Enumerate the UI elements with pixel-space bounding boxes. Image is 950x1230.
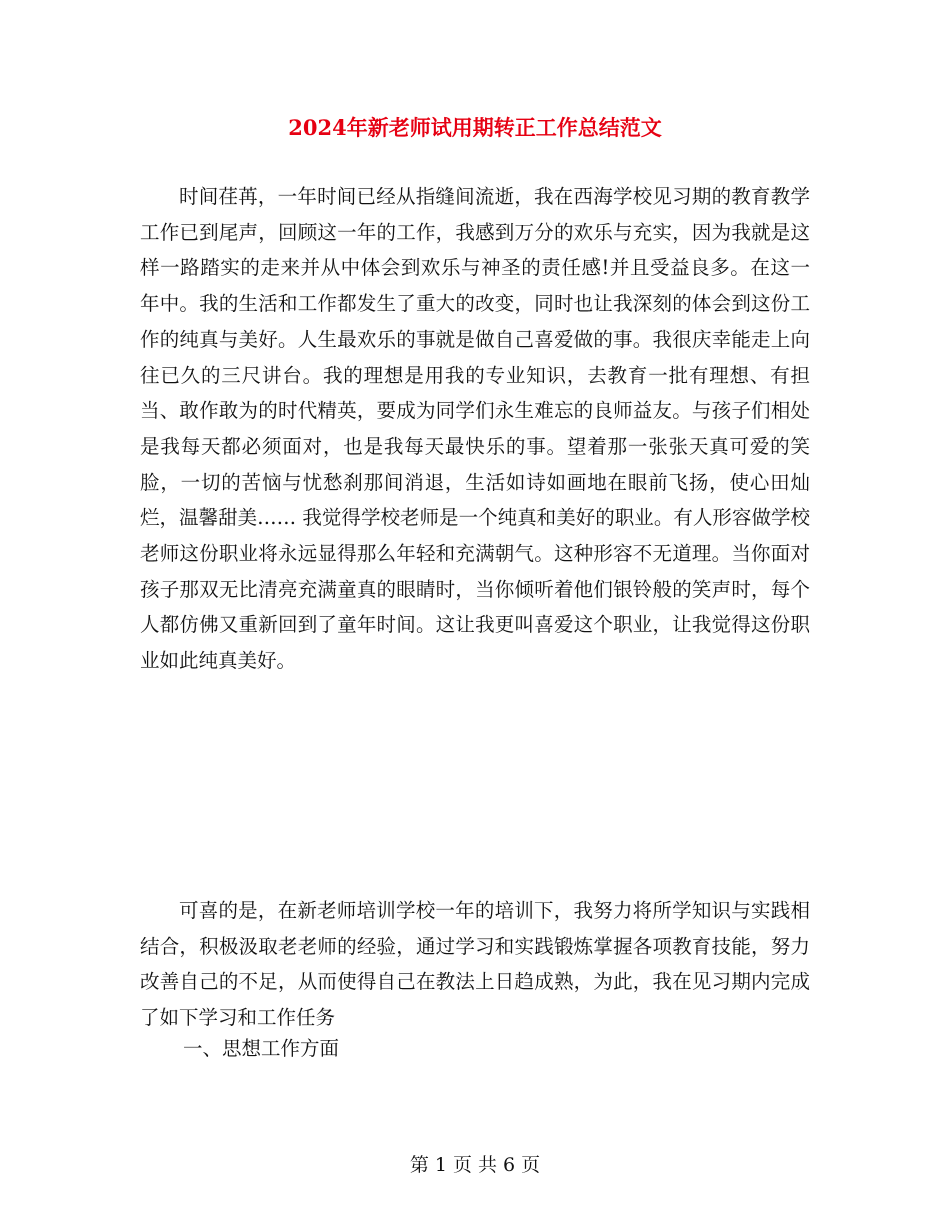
body-paragraph-2: 可喜的是，在新老师培训学校一年的培训下，我努力将所学知识与实践相结合，积极汲取老老师的经验，通过学习和实践锻炼掌握各项教育技能，努力改善自己的不足，从而使得自己在教法上日趋成熟，为此，我在见习期内完成了如下学习和工作任务 <box>140 899 810 1030</box>
page-number-footer: 第 1 页 共 6 页 <box>409 1154 541 1176</box>
document-title: 2024年新老师试用期转正工作总结范文 <box>288 115 662 140</box>
section-heading: 一、思想工作方面 <box>183 1037 340 1060</box>
body-paragraph-1: 时间荏苒，一年时间已经从指缝间流逝，我在西海学校见习期的教育教学工作已到尾声，回顾这一年的工作，我感到万分的欢乐与充实，因为我就是这样一路踏实的走来并从中体会到欢乐与神圣的责任感!并且受益良多。在这一年中。我的生活和工作都发生了重大的改变，同时也让我深刻的体会到这份工作的纯真与美好。人生最欢乐的事就是做自己喜爱做的事。我很庆幸能走上向往已久的三尺讲台。我的理想是用我的专业知识，去教育一批有理想、有担当、敢作敢为的时代精英，要成为同学们永生难忘的良师益友。与孩子们相处是我每天都必须面对，也是我每天最快乐的事。望着那一张张天真可爱的笑脸，一切的苦恼与忧愁刹那间消退，生活如诗如画地在眼前飞扬，使心田灿烂，温馨甜美…… 我觉得学校老师是一个纯真和美好的职业。有人形容做学校老师这份职业将永远显得那么年轻和充满朝气。这种形容不无道理。当你面对孩子那双无比清亮充满童真的眼睛时，当你倾听着他们银铃般的笑声时，每个人都仿佛又重新回到了童年时间。这让我更叫喜爱这个职业，让我觉得这份职业如此纯真美好。 <box>140 185 810 673</box>
